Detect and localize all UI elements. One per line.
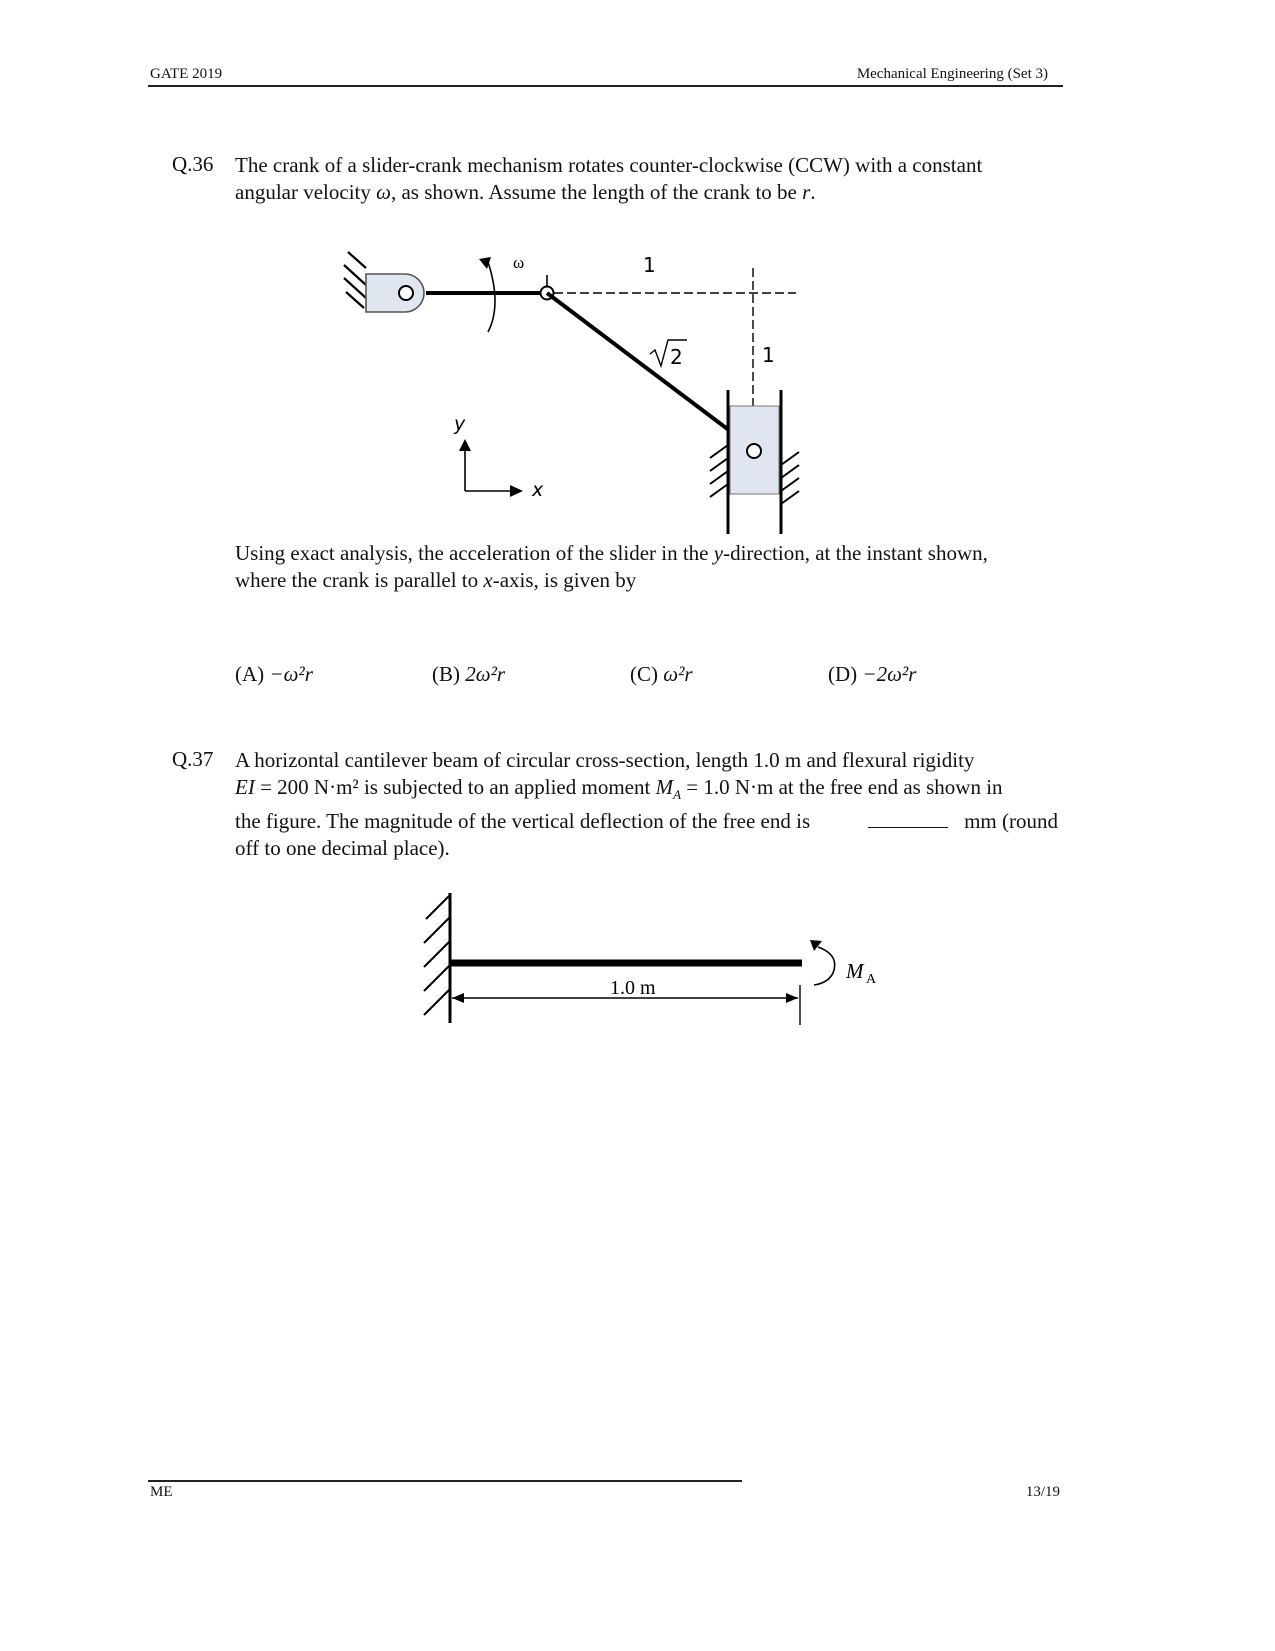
axis-y-label: y [454,413,466,435]
omega-arrow [488,262,495,332]
slider-pin [747,444,761,458]
moment-arrow [814,947,835,985]
q36-text [235,152,1045,206]
q36-option-a[interactable]: (A) −ω²r [235,662,313,686]
axis-x-label: x [532,479,544,501]
guide-right-hatch [781,452,799,504]
q36-stem-line1: Using exact analysis, the acceleration of the slider in the y-direction, at the instant shown, [235,541,988,565]
header-rule [148,85,1063,87]
q37-line2: EI = 200 N·m² is subjected to an applied moment $M_A = 1.0$ N·m at the free end as shown in [235,775,1003,803]
bearing-block [366,274,424,312]
q37-number: Q.37 [172,747,214,771]
q36-stem-line2: where the crank is parallel to x-axis, is given by [235,568,637,592]
cantilever-figure [410,885,900,1030]
vert-dim-label: 1 [762,343,775,367]
wall-hatch [424,895,450,1015]
fixed-support [344,252,366,308]
crank-pivot [399,286,413,300]
answer-blank[interactable] [868,809,948,828]
length-label: 1.0 m [610,977,656,999]
omega-label: ω [513,253,525,272]
footer-rule [148,1480,742,1482]
moment-sub: A [866,972,877,987]
q36-line1: The crank of a slider-crank mechanism rotates counter-clockwise (CCW) with a constant [235,153,983,177]
top-dim-label: 1 [643,253,656,277]
header-right: Mechanical Engineering (Set 3) [856,66,1048,82]
q37-line3: the figure. The magnitude of the vertical deflection of the free end is mm (round [235,809,1058,834]
page-number: 13/19 [1025,1484,1060,1500]
moment-label: M [846,959,864,983]
q36-option-c[interactable]: (C) ω²r [630,662,693,686]
q36-line2: angular velocity ω, as shown. Assume the length of the crank to be r. [235,180,816,204]
q37-text [235,747,1058,862]
guide-left-hatch [710,445,728,497]
footer-left: ME [150,1484,173,1500]
q36-option-d[interactable]: (D) −2ω²r [828,662,917,686]
q36-stem [235,540,1045,594]
q37-line4: off to one decimal place). [235,836,450,861]
connecting-rod [547,293,754,449]
q36-option-b[interactable]: (B) 2ω²r [432,662,506,686]
q36-number: Q.36 [172,152,214,176]
slider-crank-figure [330,240,810,540]
header-left: GATE 2019 [150,66,223,82]
q37-line1: A horizontal cantilever beam of circular cross-section, length 1.0 m and flexural rigidity [235,748,975,772]
link-label: 2 [670,345,683,369]
